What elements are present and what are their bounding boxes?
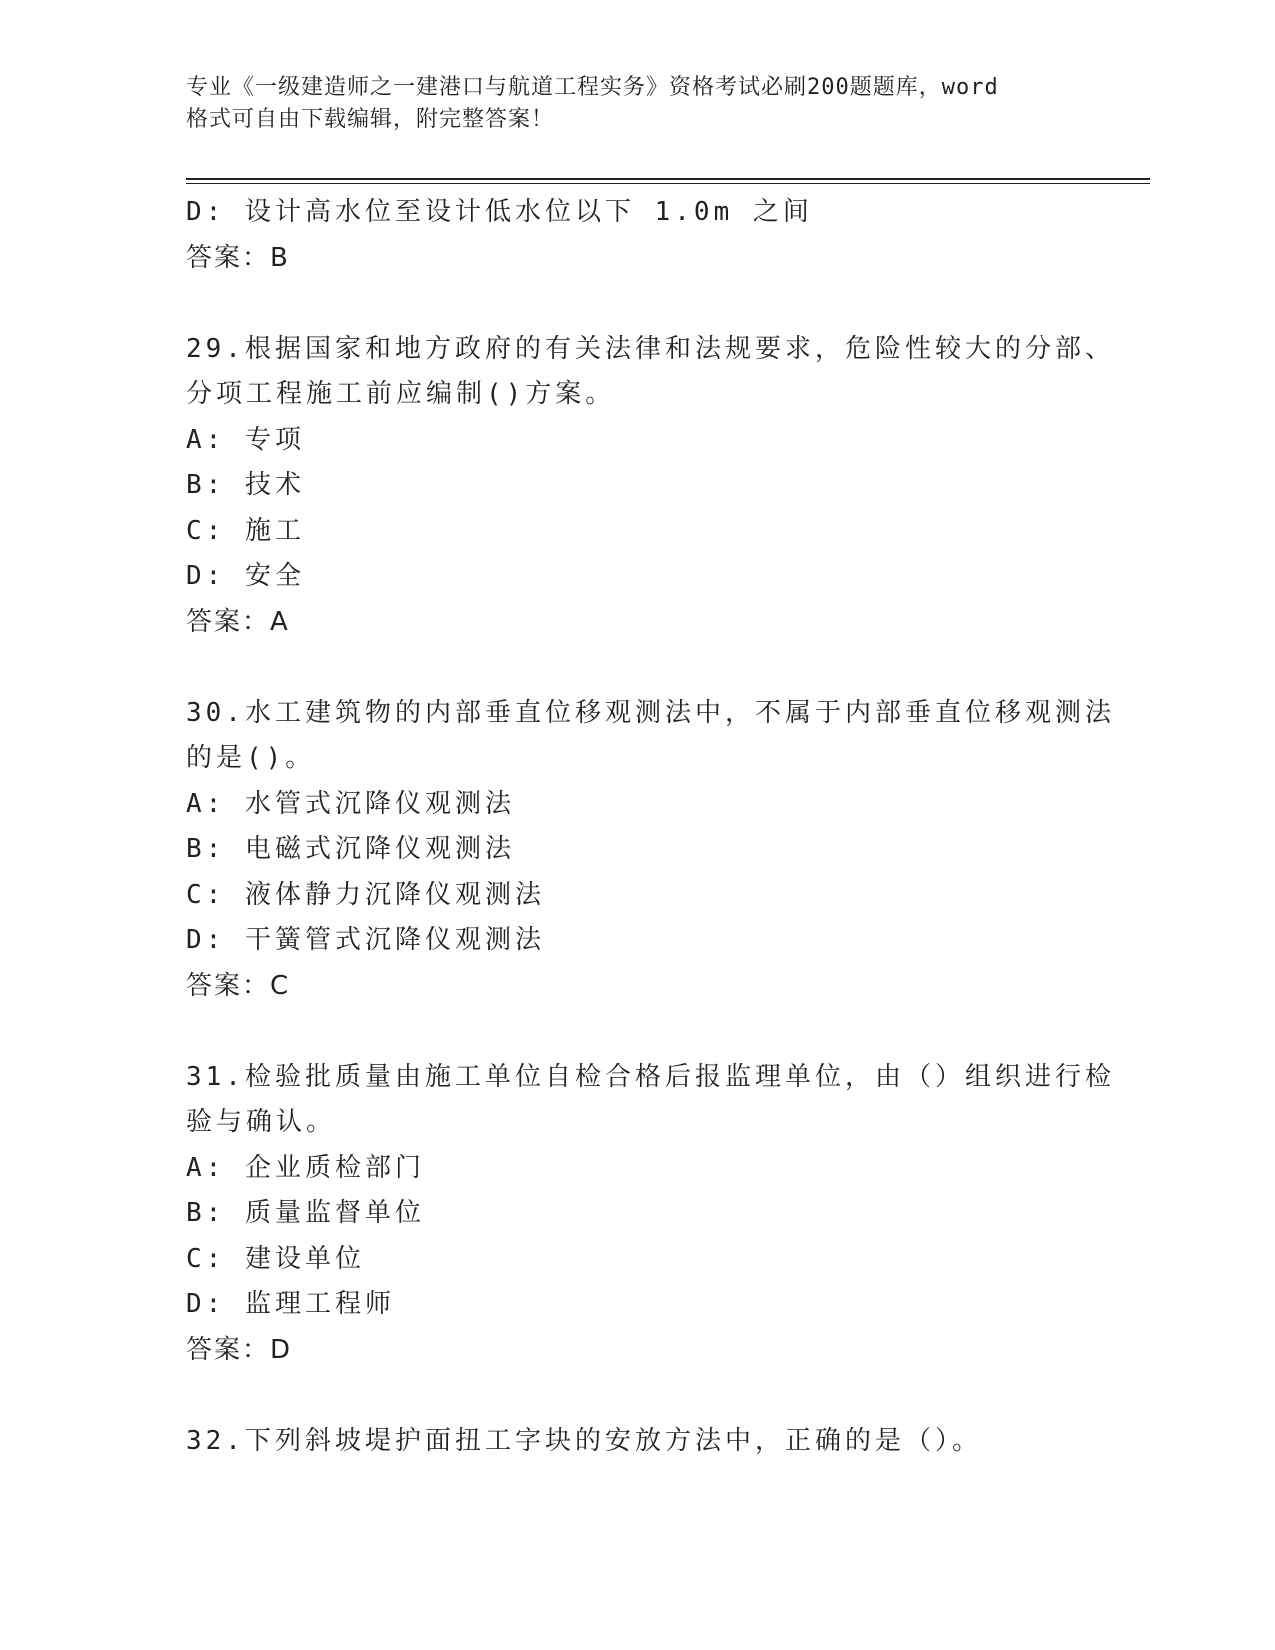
question-30-option-a: A: 水管式沉降仪观测法 xyxy=(186,788,515,819)
question-30-stem-line-1: 30.水工建筑物的内部垂直位移观测法中，不属于内部垂直位移观测法 xyxy=(186,697,1115,728)
question-29-option-b: B: 技术 xyxy=(186,470,305,500)
question-31-stem-line-1: 31.检验批质量由施工单位自检合格后报监理单位，由（）组织进行检 xyxy=(186,1061,1115,1092)
question-32-stem-line-1: 32.下列斜坡堤护面扭工字块的安放方法中，正确的是（）。 xyxy=(186,1425,982,1456)
question-29-option-a: A: 专项 xyxy=(186,424,305,455)
question-29-stem-line-2: 分项工程施工前应编制()方案。 xyxy=(186,379,616,409)
spacer xyxy=(186,1009,1086,1055)
question-29-option-c: C: 施工 xyxy=(186,515,305,546)
spacer xyxy=(186,645,1086,691)
question-29-option-d: D: 安全 xyxy=(186,561,305,591)
question-31-option-a: A: 企业质检部门 xyxy=(186,1152,425,1183)
question-31-option-d: D: 监理工程师 xyxy=(186,1289,395,1319)
header-line-1: 专业《一级建造师之一建港口与航道工程实务》资格考试必刷200题题库，word xyxy=(186,75,999,100)
document-header xyxy=(186,72,1086,136)
question-31-option-c: C: 建设单位 xyxy=(186,1243,365,1274)
question-30-answer: 答案：C xyxy=(186,970,291,1001)
question-30-option-c: C: 液体静力沉降仪观测法 xyxy=(186,879,545,910)
question-30-option-b: B: 电磁式沉降仪观测法 xyxy=(186,834,515,864)
question-31-option-b: B: 质量监督单位 xyxy=(186,1198,425,1228)
header-line-2: 格式可自由下载编辑，附完整答案！ xyxy=(186,107,555,132)
question-30-option-d: D: 干簧管式沉降仪观测法 xyxy=(186,925,545,955)
spacer xyxy=(186,281,1086,327)
header-rule-thin xyxy=(186,183,1150,184)
question-list xyxy=(186,190,1115,1464)
spacer xyxy=(186,1373,1086,1419)
prev-option-d: D: 设计高水位至设计低水位以下 1.0m 之间 xyxy=(186,197,813,227)
prev-answer: 答案：B xyxy=(186,242,290,273)
question-31-stem-line-2: 验与确认。 xyxy=(186,1107,337,1137)
question-30-stem-line-2: 的是()。 xyxy=(186,743,316,773)
question-29-answer: 答案：A xyxy=(186,606,290,637)
question-31-answer: 答案：D xyxy=(186,1334,293,1365)
question-29-stem-line-1: 29.根据国家和地方政府的有关法律和法规要求，危险性较大的分部、 xyxy=(186,333,1115,364)
header-rule-thick xyxy=(186,178,1150,180)
